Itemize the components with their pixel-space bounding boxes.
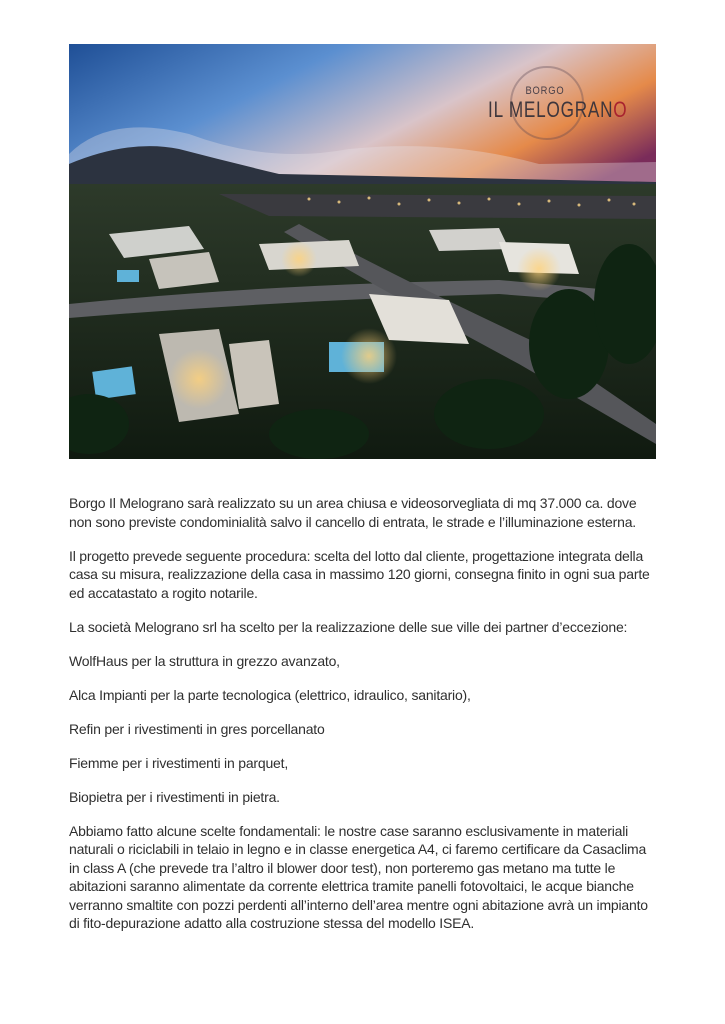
logo-small-text: BORGO <box>525 85 565 97</box>
paragraph-key-choices: Abbiamo fatto alcune scelte fondamentali: le nostre case saranno esclusivamente in materiali naturali o riciclabili in telaio in legno e in classe energetica A4, ci faremo certificare da Casaclima in class A (che prevede tra l’altro il blower door test), non porteremo gas metano ma tutte le abitazioni saranno alimentate da corrente elettrica tramite panelli fotovoltaici, le acque bianche verranno smaltite con pozzi perdenti all’interno dell’area mentre ogni abitazione avrà un impianto di fito-depurazione adatto alla costruzione stessa del modello ISEA. <box>69 822 648 931</box>
partner-refin: Refin per i rivestimenti in gres porcellanato <box>69 720 325 737</box>
partner-wolfhaus: WolfHaus per la struttura in grezzo avanzato, <box>69 652 340 669</box>
paragraph-partners-intro: La società Melograno srl ha scelto per la realizzazione delle sue ville dei partner d’eccezione: <box>69 618 628 635</box>
borgo-il-melograno-logo <box>472 66 628 146</box>
logo-main-text: IL MELOGRANO <box>488 97 628 122</box>
body-text <box>69 494 657 948</box>
paragraph-intro: Borgo Il Melograno sarà realizzato su un area chiusa e videosorvegliata di mq 37.000 ca. dove non sono previste condominialità salvo il cancello di entrata, le strade e l’illuminazione esterna. <box>69 495 637 530</box>
partner-biopietra: Biopietra per i rivestimenti in pietra. <box>69 788 280 805</box>
partner-alca-impianti: Alca Impianti per la parte tecnologica (elettrico, idraulico, sanitario), <box>69 686 471 703</box>
partner-fiemme: Fiemme per i rivestimenti in parquet, <box>69 754 289 771</box>
hero-image <box>69 44 656 459</box>
paragraph-procedure: Il progetto prevede seguente procedura: scelta del lotto dal cliente, progettazione integrata della casa su misura, realizzazione della casa in massimo 120 giorni, consegna finito in ogni sua parte ed accatastato a rogito notarile. <box>69 547 650 601</box>
